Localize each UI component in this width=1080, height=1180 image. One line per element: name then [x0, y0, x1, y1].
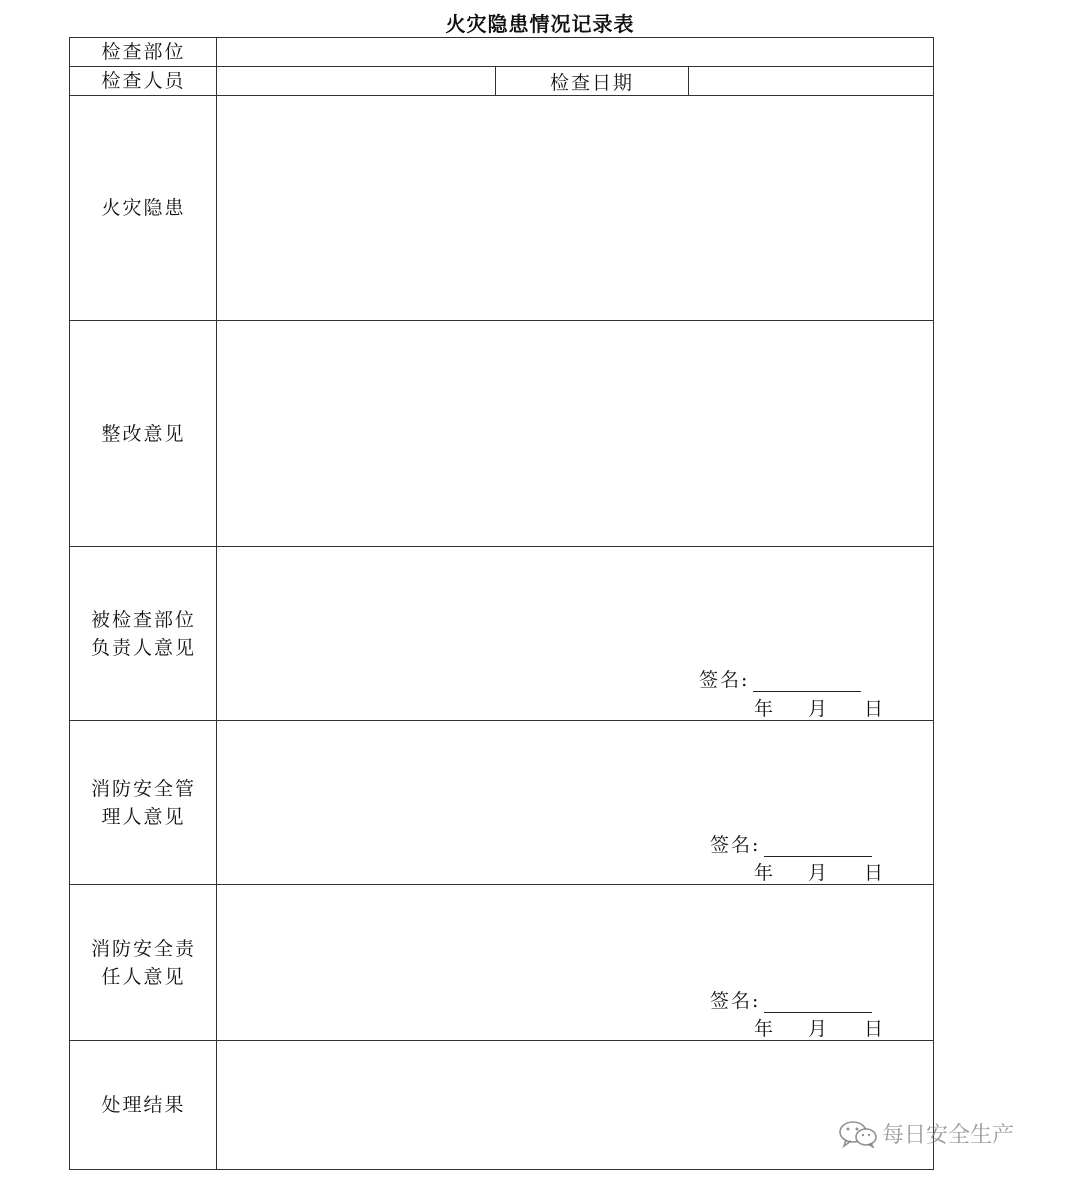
- wechat-watermark: [838, 1118, 1014, 1149]
- hazard-field[interactable]: [217, 96, 933, 320]
- signature-label: 签名:: [699, 669, 750, 691]
- dept-head-signature: [699, 665, 861, 692]
- signature-line[interactable]: [764, 838, 872, 857]
- dept-label-text: 检查部位: [101, 41, 186, 63]
- dept-field[interactable]: [217, 38, 933, 66]
- inspector-field[interactable]: [217, 67, 495, 95]
- fire-responsible-label-text: 消防安全责任人意见: [90, 937, 196, 988]
- year-label: 年: [754, 1018, 774, 1040]
- fire-manager-signature: [710, 830, 872, 857]
- signature-label: 签名:: [710, 990, 761, 1012]
- day-label: 日: [864, 1018, 884, 1040]
- dept-head-date: [754, 694, 884, 718]
- fire-responsible-signature: [710, 986, 872, 1013]
- wechat-icon: [838, 1120, 878, 1148]
- rectify-label-text: 整改意见: [101, 422, 186, 445]
- date-field[interactable]: [689, 67, 933, 95]
- watermark-text: 每日安全生产: [882, 1123, 1015, 1148]
- fire-responsible-date: [754, 1014, 884, 1038]
- fire-manager-label: [70, 721, 217, 884]
- hazard-label: [70, 96, 217, 320]
- year-label: 年: [754, 862, 774, 884]
- month-label: 月: [808, 862, 828, 884]
- fire-responsible-label: [70, 885, 217, 1040]
- day-label: 日: [864, 862, 884, 884]
- form-title: 火灾隐患情况记录表: [445, 12, 635, 36]
- day-label: 日: [864, 698, 884, 720]
- result-label: [70, 1041, 217, 1169]
- signature-line[interactable]: [764, 994, 872, 1013]
- signature-label: 签名:: [710, 834, 761, 856]
- month-label: 月: [808, 698, 828, 720]
- date-label: 检查日期: [549, 71, 634, 94]
- hazard-record-form: [69, 37, 934, 1170]
- fire-manager-date: [754, 858, 884, 882]
- inspector-label: [70, 67, 217, 95]
- inspector-label-text: 检查人员: [101, 70, 186, 92]
- year-label: 年: [754, 698, 774, 720]
- result-field[interactable]: [217, 1041, 933, 1169]
- fire-manager-label-text: 消防安全管理人意见: [90, 777, 196, 828]
- month-label: 月: [808, 1018, 828, 1040]
- hazard-label-text: 火灾隐患: [101, 197, 186, 219]
- signature-line[interactable]: [753, 673, 861, 692]
- result-label-text: 处理结果: [101, 1094, 186, 1116]
- rectify-field[interactable]: [217, 321, 933, 546]
- dept-head-label: [70, 547, 217, 720]
- dept-head-label-text: 被检查部位负责人意见: [90, 608, 196, 659]
- dept-label: [70, 38, 217, 66]
- rectify-label: [70, 321, 217, 546]
